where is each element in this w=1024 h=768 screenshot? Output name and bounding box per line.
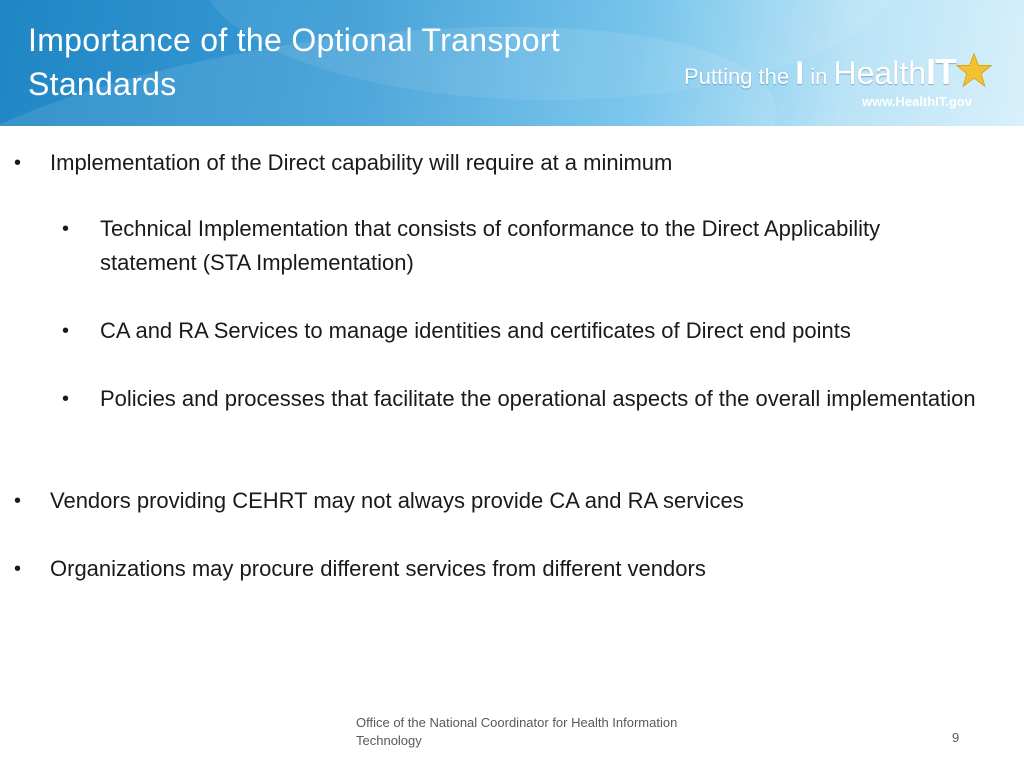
logo-text-health: Health bbox=[833, 55, 926, 91]
slide-title: Importance of the Optional Transport Standards bbox=[28, 22, 560, 102]
slide-header bbox=[0, 0, 1024, 126]
healthit-logo bbox=[683, 51, 994, 112]
bullet-text: Implementation of the Direct capability will require at a minimum bbox=[50, 150, 673, 175]
bullet-dot: • bbox=[62, 388, 70, 410]
bullet-text: Policies and processes that facilitate the operational aspects of the overall implementation bbox=[100, 386, 976, 411]
logo-text-putting: Putting the bbox=[683, 64, 796, 89]
bullet-dot: • bbox=[62, 218, 70, 240]
logo-url: www.HealthIT.gov bbox=[861, 94, 972, 109]
bullet-dot: • bbox=[62, 320, 70, 342]
star-icon bbox=[956, 52, 992, 88]
logo-text-in: in bbox=[804, 64, 834, 89]
bullet-text: Organizations may procure different services from different vendors bbox=[50, 556, 706, 581]
bullet-dot: • bbox=[14, 490, 22, 512]
bullet-text: CA and RA Services to manage identities and certificates of Direct end points bbox=[100, 318, 851, 343]
page-number: 9 bbox=[952, 730, 960, 745]
footer-organization: Office of the National Coordinator for Health Information Technology bbox=[356, 715, 678, 748]
bullet-text: Technical Implementation that consists of conformance to the Direct Applicability statement (STA Implementation) bbox=[100, 216, 881, 275]
logo-wordmark bbox=[684, 52, 956, 97]
bullet-dot: • bbox=[14, 558, 22, 580]
logo-text-i: I bbox=[795, 55, 805, 91]
bullet-text: Vendors providing CEHRT may not always provide CA and RA services bbox=[50, 488, 744, 513]
bullet-dot: • bbox=[14, 152, 22, 174]
logo-text-it: IT bbox=[926, 51, 956, 92]
